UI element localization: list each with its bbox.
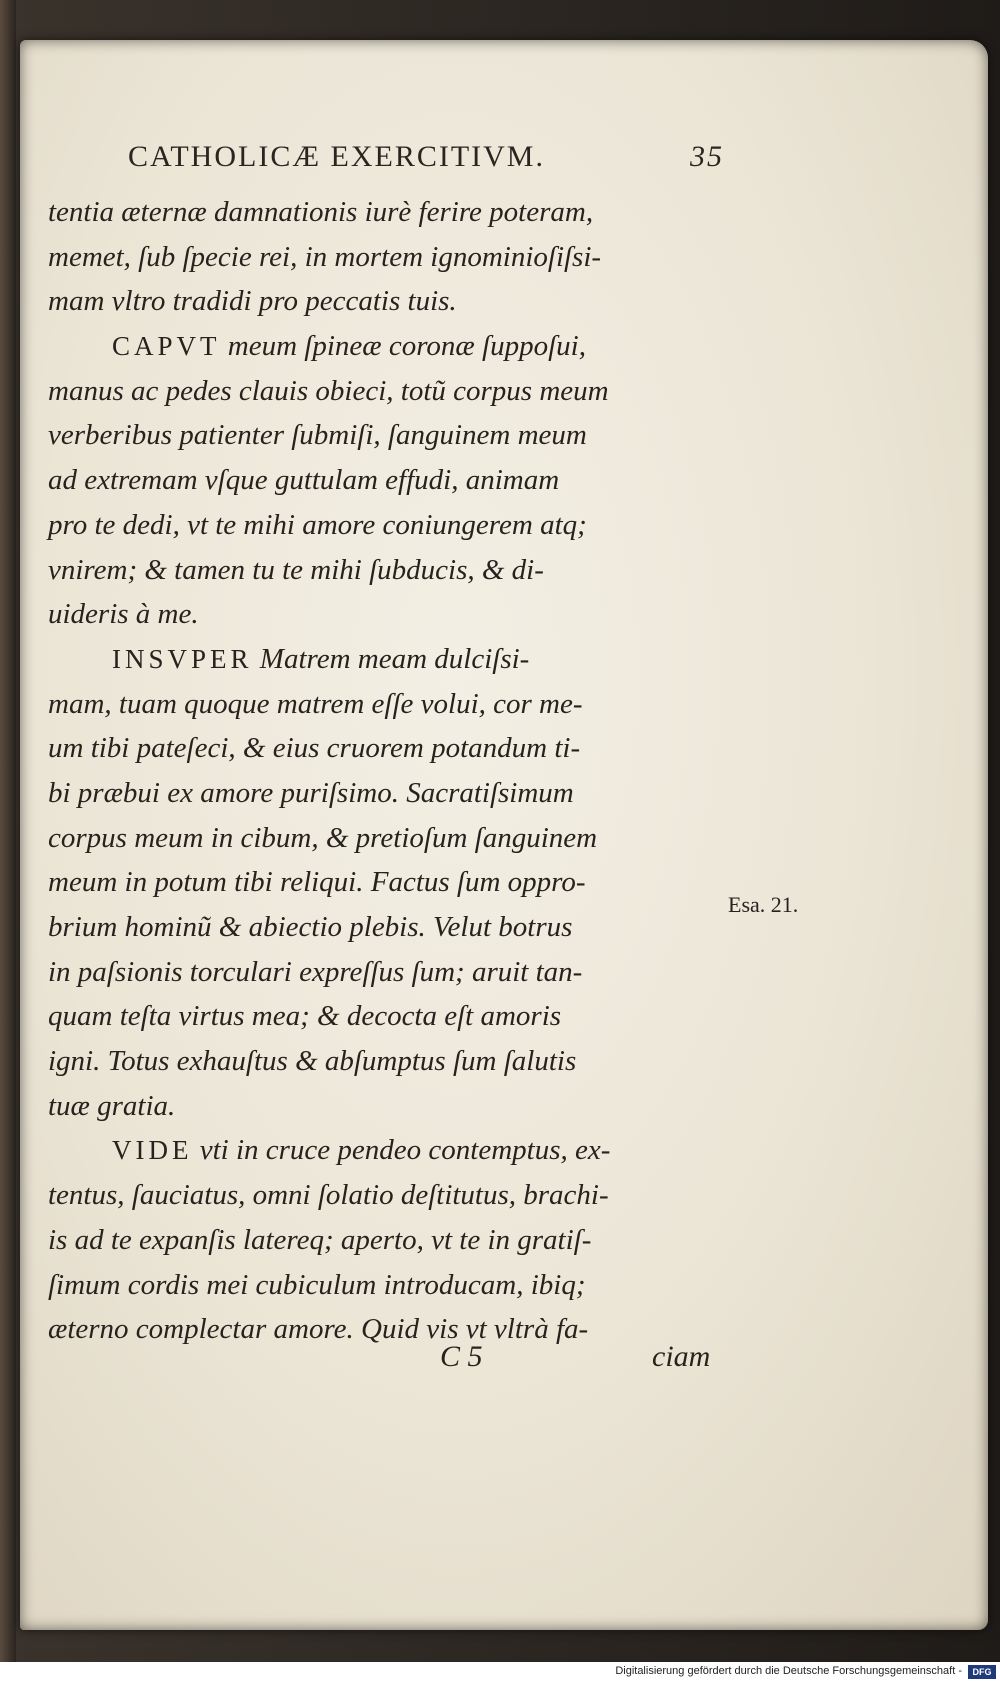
paragraph-lead-word: INSVPER bbox=[112, 643, 253, 674]
paragraph-start-line: CAPVT meum ſpineæ coronæ ſuppoſui, bbox=[112, 330, 586, 363]
text-line: manus ac pedes clauis obieci, totũ corpus meum bbox=[48, 374, 609, 407]
text-line: uideris à me. bbox=[48, 598, 199, 631]
text-line: æterno complectar amore. Quid vis vt vltrà fa- bbox=[48, 1313, 589, 1346]
paragraph-start-line: VIDE vti in cruce pendeo contemptus, ex- bbox=[112, 1134, 611, 1167]
paragraph-lead-word: VIDE bbox=[112, 1135, 193, 1166]
marginal-reference: Esa. 21. bbox=[728, 892, 799, 917]
text-line: meum in potum tibi reliqui. Factus ſum oppro- bbox=[48, 866, 586, 899]
running-head-title: CATHOLICÆ EXERCITIVM. bbox=[128, 140, 545, 173]
text-line: igni. Totus exhauſtus & abſumptus ſum ſalutis bbox=[48, 1045, 577, 1078]
page-number: 35 bbox=[690, 140, 724, 173]
page-foot bbox=[440, 1340, 740, 1390]
text-line: vnirem; & tamen tu te mihi ſubducis, & di- bbox=[48, 553, 544, 586]
funding-credit: Digitalisierung gefördert durch die Deutsche Forschungsgemeinschaft - bbox=[615, 1665, 962, 1677]
running-header bbox=[128, 140, 728, 190]
text-line: pro te dedi, vt te mihi amore coniungerem atq; bbox=[48, 508, 587, 541]
text-line: mam, tuam quoque matrem eſſe volui, cor me- bbox=[48, 687, 583, 720]
text-line: tentus, ſauciatus, omni ſolatio deſtitutus, brachi- bbox=[48, 1179, 609, 1212]
text-line: um tibi pateſeci, & eius cruorem potandum ti- bbox=[48, 732, 581, 765]
text-line: tuæ gratia. bbox=[48, 1089, 176, 1122]
digitization-footer bbox=[0, 1662, 1000, 1683]
book-spine-edge bbox=[0, 0, 16, 1683]
text-line: ad extremam vſque guttulam effudi, animam bbox=[48, 464, 560, 497]
text-line: brium hominũ & abiectio plebis. Velut botrus bbox=[48, 911, 573, 943]
text-line: corpus meum in cibum, & pretioſum ſanguinem bbox=[48, 821, 598, 854]
paragraph-lead-word: CAPVT bbox=[112, 331, 221, 362]
text-line: ſimum cordis mei cubiculum introducam, ibiq; bbox=[48, 1268, 586, 1301]
paragraph-start-line: INSVPER Matrem meam dulciſsi- bbox=[112, 642, 530, 675]
text-line: in paſsionis torculari expreſſus ſum; aruit tan- bbox=[48, 955, 583, 988]
catchword: ciam bbox=[652, 1340, 711, 1373]
text-line: is ad te expanſis latereq; aperto, vt te in gratiſ- bbox=[48, 1223, 592, 1256]
text-line: mam vltro tradidi pro peccatis tuis. bbox=[48, 285, 457, 318]
dfg-logo: DFG bbox=[968, 1665, 996, 1679]
text-line: memet, ſub ſpecie rei, in mortem ignominioſiſsi- bbox=[48, 240, 602, 273]
body-text bbox=[48, 190, 728, 1352]
text-line: tentia æternæ damnationis iurè ferire poteram, bbox=[48, 196, 594, 228]
text-line: quam teſta virtus mea; & decocta eſt amoris bbox=[48, 1000, 562, 1033]
text-line: verberibus patienter ſubmiſi, ſanguinem meum bbox=[48, 419, 587, 452]
text-line: bi præbui ex amore puriſsimo. Sacratiſsimum bbox=[48, 776, 574, 809]
signature-mark: C 5 bbox=[440, 1340, 483, 1373]
